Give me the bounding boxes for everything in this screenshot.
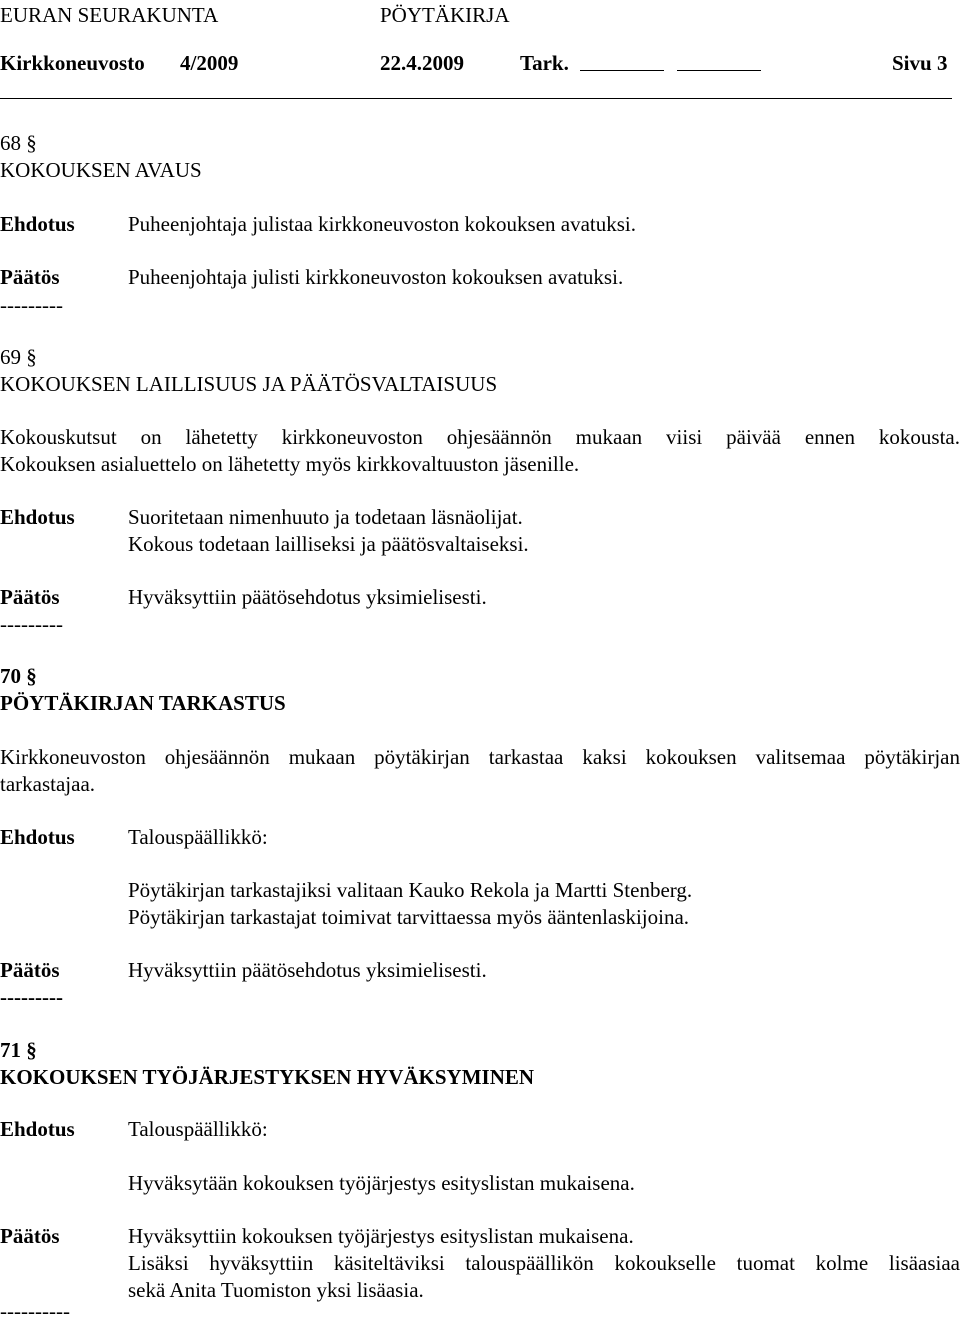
ehdotus-text-line: Kokous todetaan lailliseksi ja päätösvaltaiseksi. [128, 532, 529, 556]
initials-blank-2 [677, 50, 761, 71]
document-type: PÖYTÄKIRJA [380, 3, 510, 27]
ehdotus-speaker: Talouspäällikkö: [128, 1117, 268, 1141]
intro-text-line: Kokouskutsut on lähetetty kirkkoneuvoston ohjesäännön mukaan viisi päivää ennen kokousta. [0, 425, 960, 449]
paatos-text: Hyväksyttiin päätösehdotus yksimielisesti. [128, 585, 487, 609]
initials-blank-1 [580, 50, 664, 71]
intro-text-line: Kirkkoneuvoston ohjesäännön mukaan pöytäkirjan tarkastaa kaksi kokouksen valitsemaa pöytäkirjan [0, 745, 960, 769]
section-number: 69 § [0, 345, 37, 369]
ehdotus-text-line: Suoritetaan nimenhuuto ja todetaan läsnäolijat. [128, 505, 523, 529]
section-separator: --------- [0, 612, 63, 636]
ehdotus-text-line: Pöytäkirjan tarkastajat toimivat tarvittaessa myös ääntenlaskijoina. [128, 905, 690, 929]
ehdotus-text-line: Pöytäkirjan tarkastajiksi valitaan Kauko Rekola ja Martti Stenberg. [128, 878, 693, 902]
meeting-date: 22.4.2009 [380, 51, 464, 75]
ehdotus-text-line: Hyväksytään kokouksen työjärjestys esityslistan mukaisena. [128, 1171, 635, 1195]
initials-blanks [580, 50, 761, 77]
section-separator: --------- [0, 293, 63, 317]
ehdotus-text: Puheenjohtaja julistaa kirkkoneuvoston kokouksen avatuksi. [128, 212, 636, 236]
header-rule [0, 98, 952, 99]
ehdotus-label: Ehdotus [0, 1117, 75, 1141]
ehdotus-label: Ehdotus [0, 505, 75, 529]
section-title: PÖYTÄKIRJAN TARKASTUS [0, 691, 286, 715]
ehdotus-label: Ehdotus [0, 212, 75, 236]
section-title: KOKOUKSEN AVAUS [0, 158, 202, 182]
paatos-label: Päätös [0, 585, 60, 609]
meeting-number: 4/2009 [180, 51, 239, 75]
paatos-text-line: Hyväksyttiin kokouksen työjärjestys esityslistan mukaisena. [128, 1224, 634, 1248]
section-separator: --------- [0, 985, 63, 1009]
ehdotus-label: Ehdotus [0, 825, 75, 849]
section-title: KOKOUKSEN LAILLISUUS JA PÄÄTÖSVALTAISUUS [0, 372, 498, 396]
page-number: Sivu 3 [892, 51, 948, 75]
paatos-text: Hyväksyttiin päätösehdotus yksimielisesti. [128, 958, 487, 982]
section-title: KOKOUKSEN TYÖJÄRJESTYKSEN HYVÄKSYMINEN [0, 1065, 535, 1089]
paatos-label: Päätös [0, 1224, 60, 1248]
meeting-body: Kirkkoneuvosto [0, 51, 145, 75]
tark-label: Tark. [520, 51, 569, 75]
paatos-text-line: sekä Anita Tuomiston yksi lisäasia. [128, 1278, 424, 1302]
section-separator: ---------- [0, 1299, 70, 1323]
paatos-label: Päätös [0, 265, 60, 289]
paatos-text: Puheenjohtaja julisti kirkkoneuvoston kokouksen avatuksi. [128, 265, 624, 289]
section-number: 68 § [0, 131, 37, 155]
paatos-text-line: Lisäksi hyväksyttiin käsiteltäviksi talouspäällikön kokoukselle tuomat kolme lisäasiaa [128, 1251, 960, 1275]
ehdotus-speaker: Talouspäällikkö: [128, 825, 268, 849]
section-number: 71 § [0, 1038, 37, 1062]
section-number: 70 § [0, 664, 37, 688]
intro-text-line: Kokouksen asialuettelo on lähetetty myös kirkkovaltuuston jäsenille. [0, 452, 580, 476]
paatos-label: Päätös [0, 958, 60, 982]
organization-name: EURAN SEURAKUNTA [0, 3, 219, 27]
intro-text-line: tarkastajaa. [0, 772, 96, 796]
